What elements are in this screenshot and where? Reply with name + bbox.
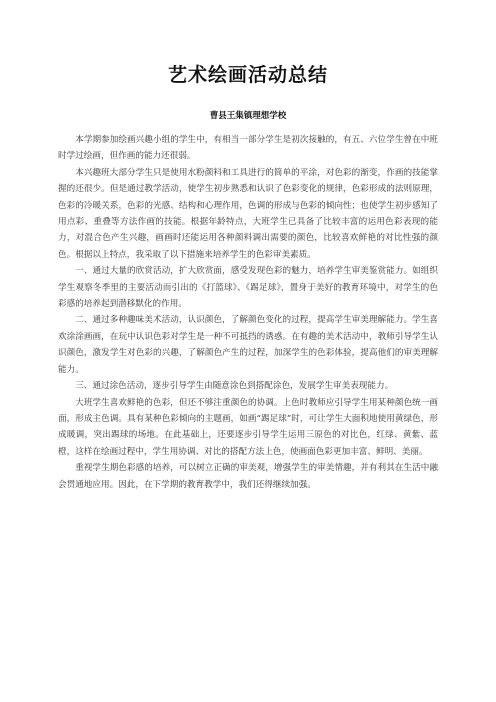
document-title: 艺术绘画活动总结: [167, 64, 328, 86]
paragraph-7: 重视学生期色彩感的培养，可以树立正确的审美观，增强学生的审美情趣，并有利其在生活中融会贯通地应用。因此，在下学期的教育教学中，我们还得继续加强。: [58, 463, 438, 490]
paragraph-6: 大班学生喜欢鲜艳的色彩，但还不够注重颜色的协调。上色时教师应引导学生用某种颜色统一画面，形成主色调。具有某种色彩倾向的主题画，如画“踢足球”时，可让学生大面积地使用黄绿色，形成暖调，突出踢球的场地。在此基础上，还要逐步引导学生运用三原色的对比色，红绿、黄紫、蓝橙，这样在绘画过程中，学生用协调、对比的搭配方法上色，使画面色彩更加丰富、鲜明、美丽。: [58, 397, 438, 457]
paragraph-5: 三、通过涂色活动，逐步引导学生由随意涂色到搭配涂色，发展学生审美表现能力。: [75, 381, 394, 392]
paragraph-4: 二、通过多种趣味美术活动，认识颜色，了解颜色变化的过程，提高学生审美理解能力。学生喜欢涂涂画画，在玩中认识色彩对学生是一种不可抵挡的诱惑。在有趣的美术活动中，教师引导学生认识颜色，激发学生对色彩的兴趣，了解颜色产生的过程，加深学生的色彩体验，提高他们的审美理解能力。: [58, 315, 438, 375]
paragraph-1: 本学期参加绘画兴趣小组的学生中，有相当一部分学生是初次接触的，有五、六位学生曾在中班时学过绘画，但作画的能力还很弱。: [58, 135, 438, 162]
paragraph-3: 一、通过大量的欣赏活动，扩大欣赏面，感受发现色彩的魅力，培养学生审美鉴赏能力。如组织学生观察冬季里的主要活动而引出的《打篮球》、《踢足球》，置身于美好的教育环境中，对学生的色彩感的培养起到潜移默化的作用。: [58, 266, 438, 310]
document-body: [58, 132, 438, 493]
document-author: 曹县王集镇理想学校: [209, 111, 287, 121]
paragraph-2: 本兴趣班大部分学生只是使用水粉颜料和工具进行的简单的平涂，对色彩的渐变，作画的技能掌握的还很少。但是通过教学活动，使学生初步熟悉和认识了色彩变化的规律，色彩形成的法则原理，色彩的冷暖关系，色彩的光感、结构和心理作用，色调的形成与色彩的倾向性；也使学生初步感知了用点彩、重叠等方法作画的技能。根据年龄特点，大班学生已具备了比较丰富的运用色彩表现的能力，对混合色产生兴趣，画画时还能运用各种颜料调出需要的颜色，比较喜欢鲜艳的对比性强的颜色。根据以上特点，我采取了以下措施来培养学生的色彩审美素质。: [58, 167, 438, 260]
